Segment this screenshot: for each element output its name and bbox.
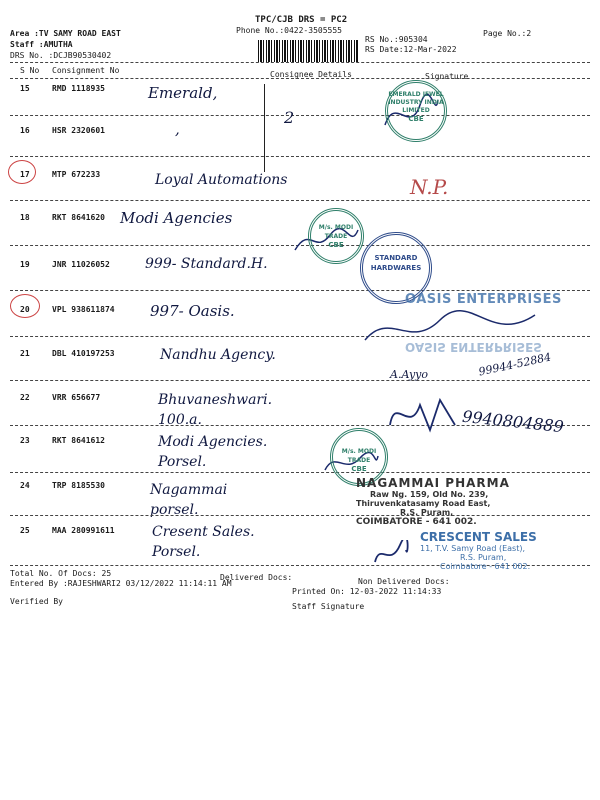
phone-number: Phone No.:0422-3505555 <box>236 26 342 35</box>
row-consignment: TRP 8185530 <box>52 481 105 490</box>
row-consignment: JNR 11026052 <box>52 260 110 269</box>
signature <box>385 395 465 440</box>
row-divider <box>10 115 590 116</box>
emerald-stamp <box>385 80 447 142</box>
row-divider <box>10 200 590 201</box>
row-divider <box>10 472 590 473</box>
row-consignee: Nandhu Agency. <box>160 347 276 363</box>
row-consignment: MTP 672233 <box>52 170 101 179</box>
barcode <box>258 40 358 62</box>
row-consignment: VPL 938611874 <box>52 305 115 314</box>
row-consignee: 997- Oasis. <box>150 302 235 320</box>
row-consignment: DBL 410197253 <box>52 349 115 358</box>
nagammai-stamp <box>356 476 510 527</box>
verified-by: Verified By <box>10 597 63 606</box>
row-sno: 20 <box>20 305 30 314</box>
col-sno: S No <box>20 66 40 75</box>
row-consignment: MAA 280991611 <box>52 526 115 535</box>
stamp-text: M/s. MODI TRADE <box>341 448 377 464</box>
stamp-city: CBE <box>328 241 344 249</box>
bracket-line <box>258 84 265 172</box>
circle-mark <box>10 294 40 318</box>
row-consignee: , <box>175 120 180 138</box>
row-sno: 22 <box>20 393 30 402</box>
row-consignee: Modi Agencies <box>120 209 233 227</box>
row-sno: 23 <box>20 436 30 445</box>
divider <box>10 62 590 63</box>
stamp-address: Coimbatore - 641 002. <box>440 562 531 571</box>
row-sno: 19 <box>20 260 30 269</box>
row-divider <box>10 290 590 291</box>
row-consignment: VRR 656677 <box>52 393 101 402</box>
row-sno: 21 <box>20 349 30 358</box>
modi-stamp <box>308 208 364 264</box>
rs-number: RS No.:905304 <box>365 35 428 44</box>
staff-signature: Staff Signature <box>292 602 365 611</box>
oasis-stamp: OASIS ENTERPRISES <box>405 292 562 307</box>
row-consignee: Cresent Sales. Porsel. <box>152 524 255 560</box>
printed-on: Printed On: 12-03-2022 11:14:33 <box>292 587 442 596</box>
crescent-stamp <box>420 530 537 571</box>
phone-note: 99944-52884 <box>477 350 553 379</box>
row-divider <box>10 380 590 381</box>
stamp-name: NAGAMMAI PHARMA <box>356 476 510 490</box>
rs-date: RS Date:12-Mar-2022 <box>365 45 457 54</box>
row-consignment: RKT 8641620 <box>52 213 105 222</box>
row-consignee: Bhuvaneshwari. 100.a. <box>158 392 273 428</box>
phone-note: 9940804889 <box>461 406 565 437</box>
stamp-address: COIMBATORE - 641 002. <box>356 517 477 527</box>
delivered-docs: Delivered Docs: <box>220 573 293 582</box>
row-divider <box>10 156 590 157</box>
stamp-address: R.S. Puram, <box>400 508 454 517</box>
entered-by: Entered By :RAJESHWARI2 03/12/2022 11:14:11 AM <box>10 579 232 588</box>
stamp-city: CBE <box>351 465 367 473</box>
stamp-address: Thiruvenkatasamy Road East, <box>356 499 491 508</box>
divider <box>10 78 590 79</box>
stamp-address: R.S. Puram, <box>460 553 507 562</box>
not-present-mark: N.P. <box>410 175 449 199</box>
stamp-text: STANDARD HARDWARES <box>370 254 422 272</box>
stamp-address: 11, T.V. Samy Road (East), <box>420 544 525 553</box>
col-consignment: Consignment No <box>52 66 120 75</box>
row-sno: 25 <box>20 526 30 535</box>
non-delivered-docs: Non Delivered Docs: <box>358 577 450 586</box>
row-sno: 16 <box>20 126 30 135</box>
row-consignee: Nagammai porsel. <box>150 482 228 518</box>
area-label: Area :TV SAMY ROAD EAST <box>10 29 121 38</box>
row-consignee: Emerald, <box>148 84 218 102</box>
staff-label: Staff :AMUTHA <box>10 40 73 49</box>
stamp-address: Raw Ng. 159, Old No. 239, <box>370 490 489 499</box>
row-consignment: RKT 8641612 <box>52 436 105 445</box>
bracket-count: 2 <box>284 108 295 127</box>
page-number: Page No.:2 <box>483 29 532 38</box>
col-consignee: Consignee Details <box>270 70 352 79</box>
row-consignee: Modi Agencies. Porsel. <box>158 434 268 470</box>
manifest-title: TPC/CJB DRS = PC2 <box>255 15 348 25</box>
stamp-text: EMERALD JEWEL INDUSTRY INDIA LIMITED <box>388 91 444 114</box>
row-consignee: 999- Standard.H. <box>145 256 268 272</box>
signature <box>370 540 410 570</box>
row-sno: 17 <box>20 170 30 179</box>
row-sno: 18 <box>20 213 30 222</box>
oasis-stamp-mirror: OASIS ENTERPRISES <box>405 340 542 354</box>
row-consignment: RMD 1118935 <box>52 84 105 93</box>
stamp-text: M/s. MODI TRADE <box>318 224 354 240</box>
stamp-name: CRESCENT SALES <box>420 530 537 544</box>
circle-mark <box>8 160 36 184</box>
row-sno: 24 <box>20 481 30 490</box>
total-docs: Total No. Of Docs: 25 <box>10 569 112 578</box>
col-signature: Signature <box>425 72 469 81</box>
drs-number: DRS No. :DCJB90530402 <box>10 51 112 60</box>
row-consignee: Loyal Automations <box>155 172 288 188</box>
row-consignment: HSR 2320601 <box>52 126 105 135</box>
stamp-city: CBE <box>408 115 424 123</box>
signer-note: A.Ayyo <box>390 368 428 381</box>
row-sno: 15 <box>20 84 30 93</box>
